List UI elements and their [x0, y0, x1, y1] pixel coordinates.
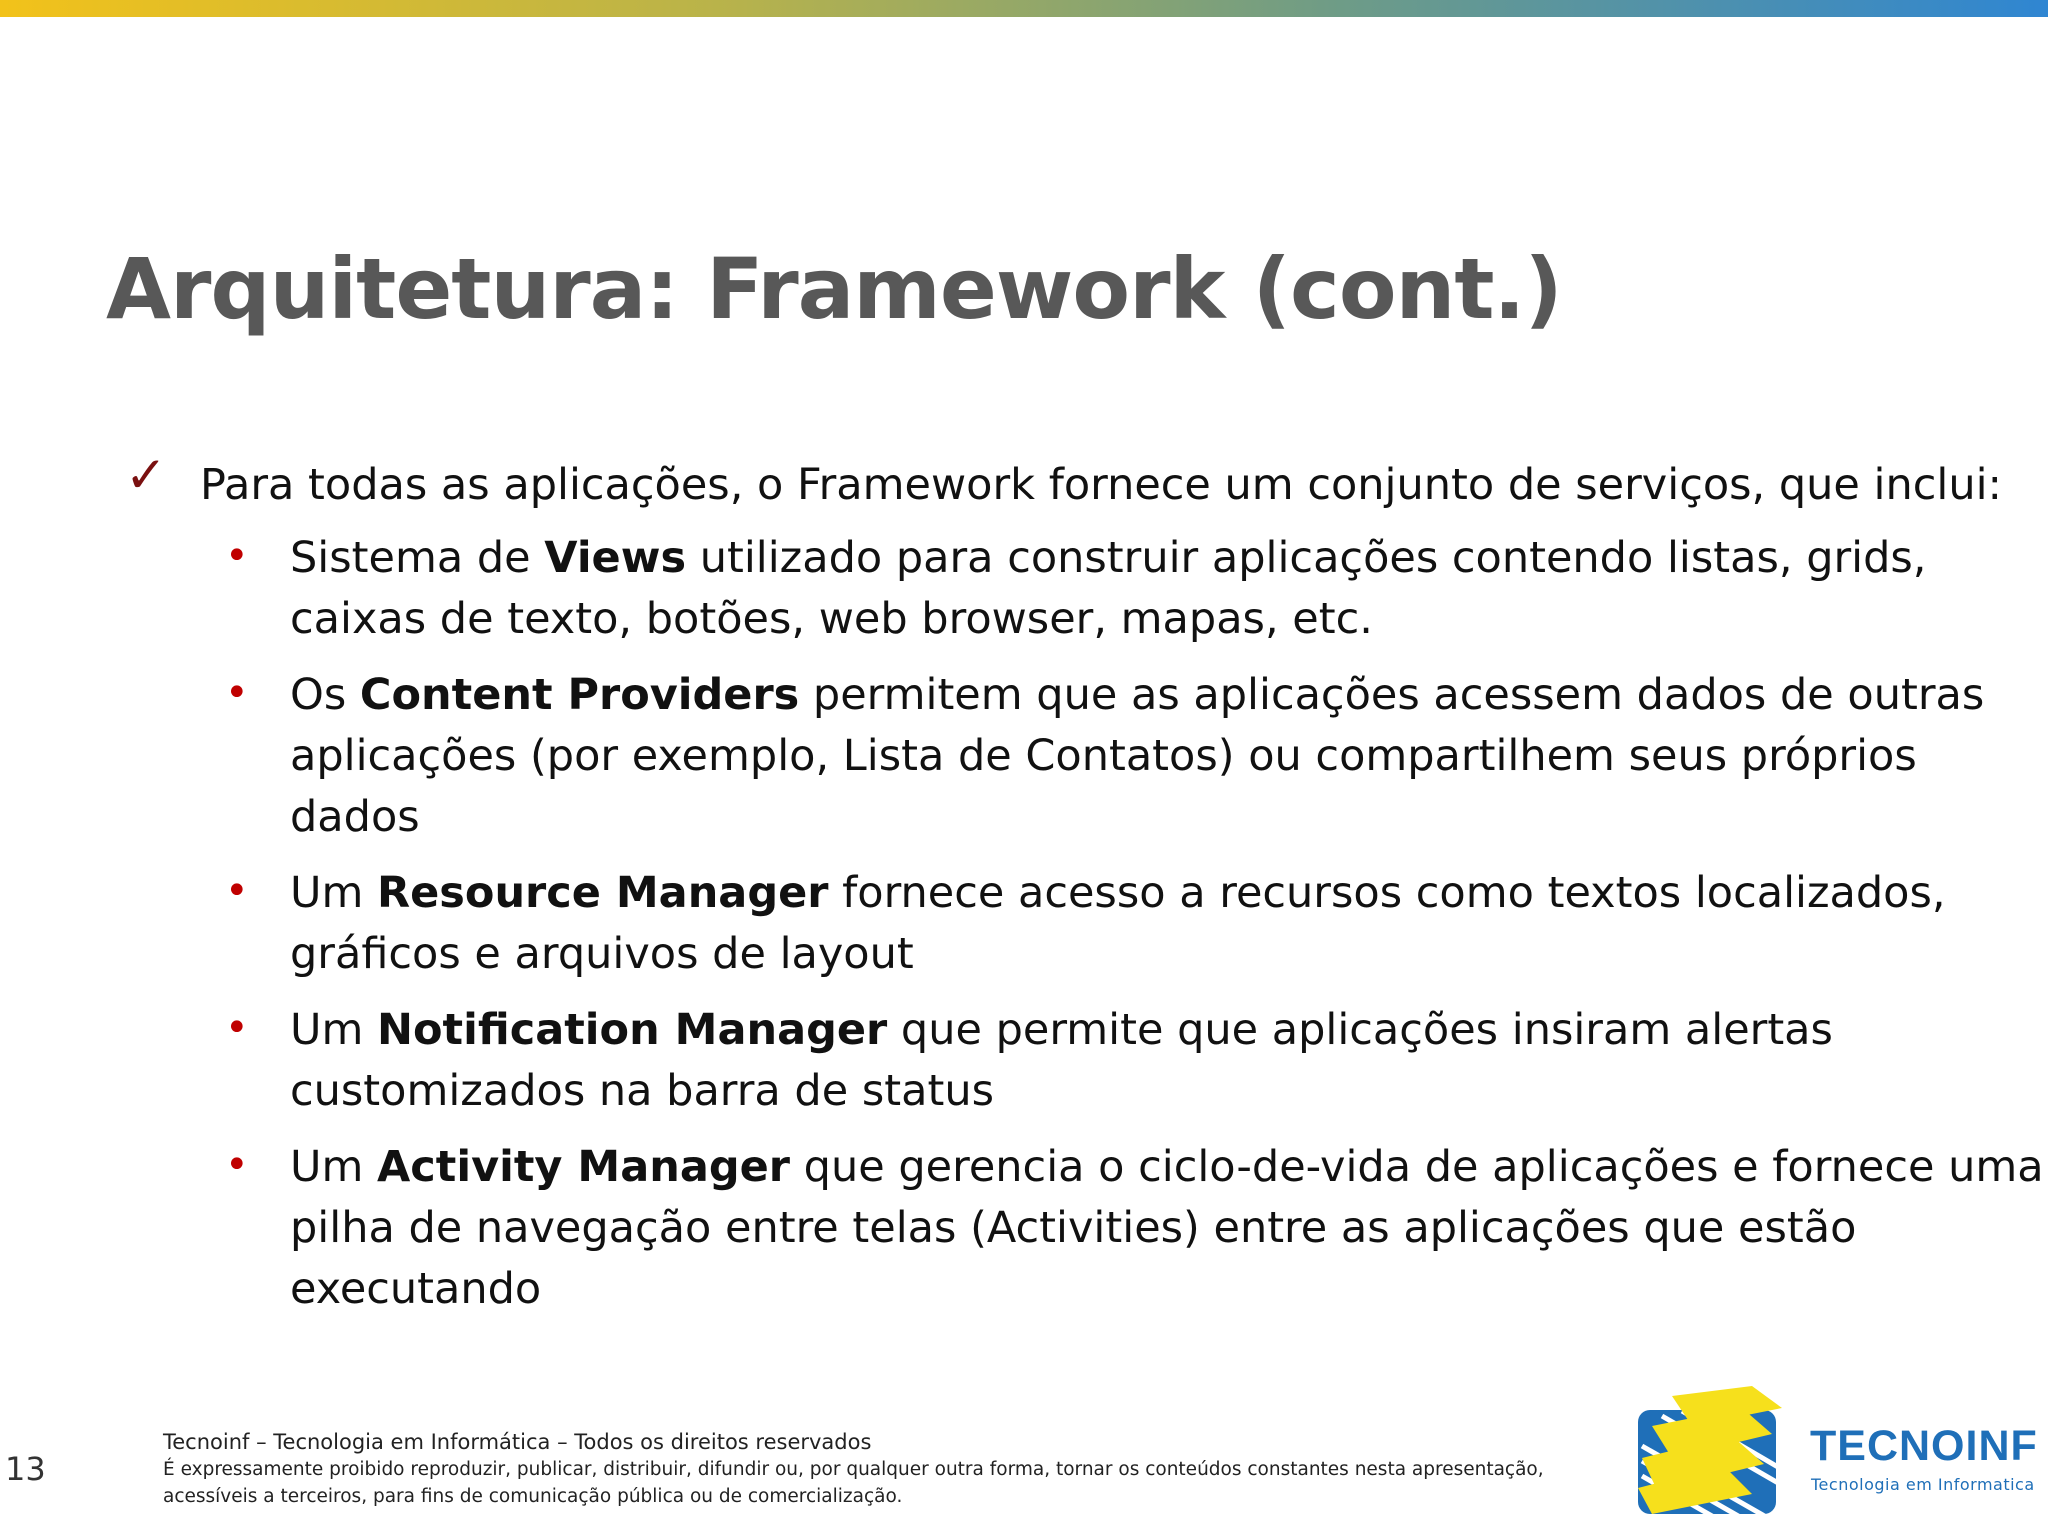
item-post-text: que permite que aplicações insiram alertas customizados na barra de status [290, 1005, 1833, 1116]
intro-text: Para todas as aplicações, o Framework fornece um conjunto de serviços, que inclui: [200, 460, 2003, 510]
logo-tagline: Tecnologia em Informatica [1811, 1475, 2035, 1494]
item-post-text: utilizado para construir aplicações contendo listas, grids, caixas de texto, botões, web browser, mapas, etc. [290, 533, 1927, 644]
list-item [125, 1137, 2048, 1320]
footer-line-2: É expressamente proibido reproduzir, publicar, distribuir, difundir ou, por qualquer outra forma, tornar os conteúdos constantes nesta apresentação, [163, 1459, 1544, 1480]
item-pre-text: Um [290, 868, 378, 918]
list-item [125, 528, 2048, 650]
item-post-text: fornece acesso a recursos como textos localizados, gráficos e arquivos de layout [290, 868, 1946, 979]
top-gradient-bar [0, 0, 2048, 17]
page-number: 13 [5, 1450, 46, 1488]
footer-line-3: acessíveis a terceiros, para fins de comunicação pública ou de comercialização. [163, 1486, 903, 1507]
bullet-icon: • [225, 670, 249, 716]
intro-paragraph [125, 446, 2005, 516]
slide-content [125, 446, 2044, 1335]
bullet-icon: • [225, 1142, 249, 1188]
logo-name: TECNOINF [1810, 1422, 2038, 1470]
item-post-text: permitem que as aplicações acessem dados de outras aplicações (por exemplo, Lista de Contatos) ou compartilhem seus próprios dados [290, 670, 1985, 842]
item-post-text: que gerencia o ciclo-de-vida de aplicações e fornece uma pilha de navegação entre telas (Activities) entre as aplicações que estão executando [290, 1142, 2044, 1314]
bullet-icon: • [225, 868, 249, 914]
item-bold-term: Activity Manager [377, 1142, 791, 1192]
slide-title: Arquitetura: Framework (cont.) [106, 240, 1562, 338]
item-pre-text: Um [290, 1005, 378, 1055]
footer-copyright [163, 1428, 1544, 1510]
bullet-icon: • [225, 533, 249, 579]
item-bold-term: Content Providers [359, 670, 800, 720]
item-bold-term: Notification Manager [377, 1005, 888, 1055]
service-list [125, 528, 2044, 1320]
list-item [125, 665, 2048, 848]
list-item [125, 1000, 2048, 1122]
bullet-icon: • [225, 1005, 249, 1051]
list-item [125, 863, 2048, 985]
checkmark-icon: ✓ [125, 446, 167, 504]
item-bold-term: Resource Manager [377, 868, 829, 918]
footer-line-1: Tecnoinf – Tecnologia em Informática – Todos os direitos reservados [163, 1430, 872, 1454]
item-pre-text: Sistema de [290, 533, 545, 583]
item-pre-text: Um [290, 1142, 378, 1192]
item-pre-text: Os [290, 670, 360, 720]
item-bold-term: Views [544, 533, 687, 583]
